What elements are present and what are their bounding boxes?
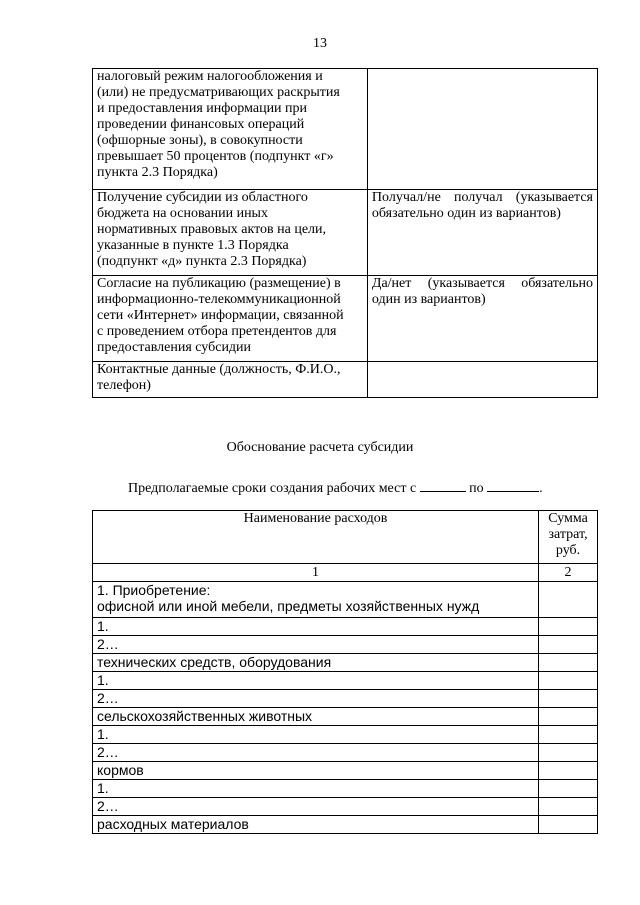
text-line: (или) не предусматривающих раскрытия (97, 85, 340, 100)
expense-name: офисной или иной мебели, предметы хозяйственных нужд (97, 598, 480, 614)
header-expense-sum (539, 511, 598, 564)
sum-cell (539, 780, 598, 798)
expense-cell: 2… (93, 690, 539, 708)
text-line: налоговый режим налогообложения и (97, 69, 323, 84)
expense-cell: 2… (93, 636, 539, 654)
sum-cell (539, 636, 598, 654)
expense-cell: расходных материалов (93, 816, 539, 834)
text-line: Сумма (548, 511, 588, 526)
text-line: Контактные данные (должность, Ф.И.О., (97, 362, 341, 377)
sum-cell (539, 582, 598, 618)
table-row (93, 636, 598, 654)
table-row (93, 690, 598, 708)
expense-cell: 1. (93, 618, 539, 636)
expense-cell: технических средств, оборудования (93, 654, 539, 672)
sum-cell (539, 798, 598, 816)
table-row (93, 276, 598, 362)
expense-cell: сельскохозяйственных животных (93, 708, 539, 726)
table-row (93, 708, 598, 726)
table-row (93, 654, 598, 672)
table-row (93, 190, 598, 276)
text-line: Получение субсидии из областного (97, 190, 308, 205)
sum-cell (539, 672, 598, 690)
sum-cell (539, 618, 598, 636)
sum-cell (539, 708, 598, 726)
table-row (93, 362, 598, 398)
text-line: превышает 50 процентов (подпункт «г» (97, 149, 334, 164)
requirement-cell (93, 69, 368, 190)
job-creation-periods: Предполагаемые сроки создания рабочих мест с по . (128, 478, 588, 497)
table-row (93, 69, 598, 190)
expense-cell: 2… (93, 798, 539, 816)
column-number: 2 (539, 564, 598, 582)
column-number: 1 (93, 564, 539, 582)
text-line: Согласие на публикацию (размещение) в (97, 276, 341, 291)
text-line: (офшорные зоны), в совокупности (97, 133, 303, 148)
column-number-row (93, 564, 598, 582)
text-line: руб. (555, 543, 581, 558)
text-line: предоставления субсидии (97, 340, 252, 355)
expense-cell (93, 582, 539, 618)
expense-cell: кормов (93, 762, 539, 780)
table-row (93, 582, 598, 618)
end-date-blank (487, 478, 539, 492)
table-row (93, 780, 598, 798)
text-line: информационно-телекоммуникационной (97, 292, 341, 307)
text-line: сети «Интернет» информации, связанной (97, 308, 344, 323)
table-row (93, 672, 598, 690)
periods-label: Предполагаемые сроки создания рабочих мест с (128, 481, 417, 496)
text-line: затрат, (548, 527, 588, 542)
table-row (93, 816, 598, 834)
text-line: пункта 2.3 Порядка) (97, 165, 218, 180)
sum-cell (539, 816, 598, 834)
table-row (93, 726, 598, 744)
text-line: (подпункт «д» пункта 2.3 Порядка) (97, 254, 307, 269)
text-line: телефон) (97, 378, 151, 393)
section-title: 1. Приобретение: (97, 582, 211, 598)
text-line: с проведением отбора претендентов для (97, 324, 337, 339)
value-cell: Получал/не получал (указывается обязательно один из вариантов) (367, 190, 597, 276)
header-expense-name: Наименование расходов (93, 511, 539, 564)
table-row (93, 744, 598, 762)
sum-cell (539, 690, 598, 708)
value-cell: Да/нет (указывается обязательно один из вариантов) (367, 276, 597, 362)
table-row (93, 618, 598, 636)
requirements-table (92, 68, 598, 398)
requirement-cell (93, 190, 368, 276)
text-line: и предоставления информации при (97, 101, 308, 116)
requirement-cell (93, 276, 368, 362)
expense-cell: 1. (93, 726, 539, 744)
text-line: нормативных правовых актов на цели, (97, 222, 327, 237)
costs-table (92, 510, 598, 834)
page-number: 13 (313, 36, 327, 51)
expense-cell: 1. (93, 672, 539, 690)
justification-title: Обоснование расчета субсидии (226, 440, 414, 455)
requirement-cell (93, 362, 368, 398)
sum-cell (539, 744, 598, 762)
table-header-row (93, 511, 598, 564)
value-cell (367, 69, 597, 190)
sum-cell (539, 726, 598, 744)
text-line: бюджета на основании иных (97, 206, 268, 221)
periods-by-label: по (469, 481, 484, 496)
sum-cell (539, 762, 598, 780)
value-cell (367, 362, 597, 398)
start-date-blank (420, 478, 466, 492)
expense-cell: 2… (93, 744, 539, 762)
sum-cell (539, 654, 598, 672)
text-line: указанные в пункте 1.3 Порядка (97, 238, 289, 253)
expense-cell: 1. (93, 780, 539, 798)
table-row (93, 798, 598, 816)
text-line: проведении финансовых операций (97, 117, 305, 132)
table-row (93, 762, 598, 780)
